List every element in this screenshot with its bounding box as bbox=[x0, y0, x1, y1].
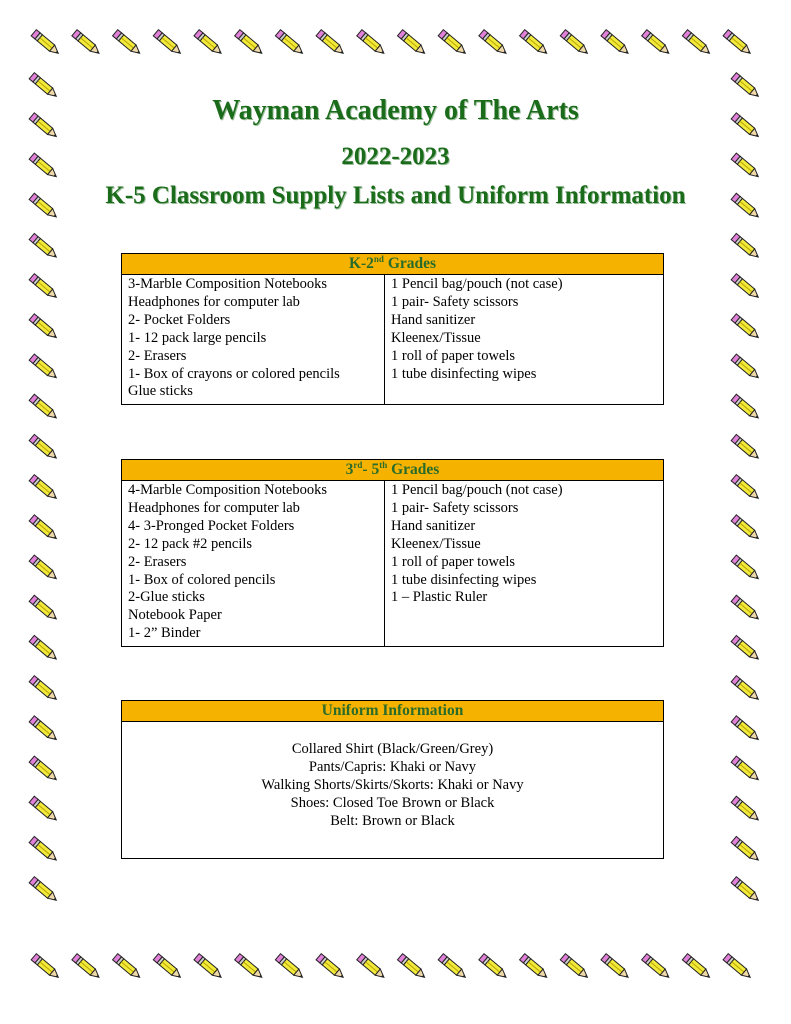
school-year: 2022-2023 bbox=[341, 143, 450, 170]
pencil-icon bbox=[560, 30, 590, 57]
pencil-icon bbox=[153, 30, 183, 57]
pencil-icon bbox=[731, 475, 761, 502]
supply-item: Notebook Paper bbox=[128, 607, 222, 624]
uniform-item: Walking Shorts/Skirts/Skorts: Khaki or Navy bbox=[261, 777, 524, 793]
supply-item: 1 pair- Safety scissors bbox=[391, 499, 519, 516]
supply-item: Glue sticks bbox=[128, 383, 193, 400]
pencil-icon bbox=[682, 954, 712, 981]
pencil-icon bbox=[29, 595, 59, 622]
pencil-icon bbox=[682, 30, 712, 57]
pencil-icon bbox=[29, 756, 59, 783]
g35-supply-table bbox=[121, 459, 664, 647]
pencil-icon bbox=[275, 30, 305, 57]
pencil-icon bbox=[235, 954, 265, 981]
supply-item: 2- Erasers bbox=[128, 553, 187, 570]
supply-item: 2- 12 pack #2 pencils bbox=[128, 535, 253, 552]
uniform-item: Belt: Brown or Black bbox=[330, 813, 455, 829]
uniform-item: Collared Shirt (Black/Green/Grey) bbox=[291, 741, 494, 757]
pencil-icon bbox=[357, 30, 387, 57]
g35-right-column bbox=[385, 481, 664, 647]
supply-item: 1 roll of paper towels bbox=[391, 553, 516, 570]
pencil-icon bbox=[479, 30, 509, 57]
pencil-icon bbox=[194, 30, 224, 57]
supply-item: 4-Marble Composition Notebooks bbox=[128, 482, 327, 498]
pencil-icon bbox=[731, 756, 761, 783]
pencil-icon bbox=[731, 877, 761, 904]
supply-item: 1 tube disinfecting wipes bbox=[391, 365, 537, 382]
pencil-icon bbox=[29, 515, 59, 542]
supply-item: Headphones for computer lab bbox=[128, 499, 300, 516]
pencil-icon bbox=[397, 30, 427, 57]
supply-item: 2-Glue sticks bbox=[128, 589, 205, 606]
pencil-icon bbox=[316, 30, 346, 57]
supply-item: 1- 2” Binder bbox=[128, 625, 201, 642]
supply-item: 1 Pencil bag/pouch (not case) bbox=[391, 482, 563, 498]
k2-supply-table bbox=[121, 253, 664, 405]
pencil-icon bbox=[29, 716, 59, 743]
pencil-icon bbox=[29, 877, 59, 904]
pencil-icon bbox=[731, 515, 761, 542]
pencil-icon bbox=[113, 954, 143, 981]
pencil-icon bbox=[153, 954, 183, 981]
supply-item: 1 – Plastic Ruler bbox=[391, 589, 488, 606]
school-title: Wayman Academy of The Arts bbox=[212, 95, 579, 126]
pencil-icon bbox=[560, 954, 590, 981]
supply-item: 1 Pencil bag/pouch (not case) bbox=[391, 276, 563, 292]
supply-item: Kleenex/Tissue bbox=[391, 535, 481, 552]
pencil-icon bbox=[438, 30, 468, 57]
pencil-icon bbox=[113, 30, 143, 57]
uniform-header: Uniform Information bbox=[122, 701, 663, 722]
pencil-icon bbox=[731, 394, 761, 421]
pencil-icon bbox=[397, 954, 427, 981]
pencil-icon bbox=[235, 30, 265, 57]
pencil-icon bbox=[731, 314, 761, 341]
pencil-icon bbox=[731, 676, 761, 703]
supply-item: Hand sanitizer bbox=[391, 517, 476, 534]
uniform-item: Shoes: Closed Toe Brown or Black bbox=[290, 795, 495, 811]
pencil-icon bbox=[438, 954, 468, 981]
pencil-icon bbox=[29, 796, 59, 823]
pencil-icon bbox=[29, 354, 59, 381]
supply-item: 1 pair- Safety scissors bbox=[391, 293, 519, 310]
g35-table-header: 3rd- 5th Grades bbox=[122, 460, 664, 481]
pencil-icon bbox=[723, 30, 753, 57]
pencil-icon bbox=[29, 676, 59, 703]
pencil-icon bbox=[520, 954, 550, 981]
pencil-icon bbox=[357, 954, 387, 981]
pencil-icon bbox=[31, 954, 61, 981]
pencil-icon bbox=[29, 394, 59, 421]
g35-left-column bbox=[122, 481, 385, 647]
pencil-icon bbox=[731, 796, 761, 823]
uniform-item: Pants/Capris: Khaki or Navy bbox=[308, 759, 477, 775]
pencil-icon bbox=[29, 434, 59, 461]
supply-item: 2- Erasers bbox=[128, 347, 187, 364]
pencil-icon bbox=[29, 635, 59, 662]
supply-item: 3-Marble Composition Notebooks bbox=[128, 276, 327, 292]
pencil-icon bbox=[731, 233, 761, 260]
supply-item: Hand sanitizer bbox=[391, 311, 476, 328]
pencil-icon bbox=[731, 274, 761, 301]
pencil-icon bbox=[29, 233, 59, 260]
k2-table-header: K-2nd Grades bbox=[122, 254, 664, 275]
pencil-icon bbox=[520, 30, 550, 57]
supply-item: Headphones for computer lab bbox=[128, 293, 300, 310]
supply-item: 2- Pocket Folders bbox=[128, 311, 231, 328]
pencil-icon bbox=[316, 954, 346, 981]
pencil-icon bbox=[731, 595, 761, 622]
pencil-icon bbox=[31, 30, 61, 57]
supply-item: 1 tube disinfecting wipes bbox=[391, 571, 537, 588]
supply-item: 4- 3-Pronged Pocket Folders bbox=[128, 517, 295, 534]
pencil-icon bbox=[731, 716, 761, 743]
pencil-icon bbox=[601, 30, 631, 57]
pencil-icon bbox=[731, 555, 761, 582]
pencil-icon bbox=[29, 836, 59, 863]
supply-item: 1 roll of paper towels bbox=[391, 347, 516, 364]
k2-right-column bbox=[385, 275, 664, 405]
supply-item: Kleenex/Tissue bbox=[391, 329, 481, 346]
pencil-icon bbox=[642, 30, 672, 57]
pencil-icon bbox=[29, 475, 59, 502]
pencil-icon bbox=[29, 555, 59, 582]
supply-item: 1- Box of colored pencils bbox=[128, 571, 276, 588]
pencil-icon bbox=[72, 30, 102, 57]
pencil-icon bbox=[731, 354, 761, 381]
k2-left-column bbox=[122, 275, 385, 405]
pencil-icon bbox=[642, 954, 672, 981]
pencil-icon bbox=[723, 954, 753, 981]
pencil-icon bbox=[731, 635, 761, 662]
pencil-icon bbox=[72, 954, 102, 981]
pencil-icon bbox=[731, 434, 761, 461]
pencil-icon bbox=[731, 836, 761, 863]
supply-item: 1- Box of crayons or colored pencils bbox=[128, 365, 340, 382]
page-subtitle: K-5 Classroom Supply Lists and Uniform Information bbox=[105, 182, 686, 209]
pencil-icon bbox=[601, 954, 631, 981]
pencil-icon bbox=[29, 274, 59, 301]
pencil-icon bbox=[275, 954, 305, 981]
supply-item: 1- 12 pack large pencils bbox=[128, 329, 267, 346]
uniform-box bbox=[121, 700, 664, 859]
pencil-icon bbox=[29, 314, 59, 341]
pencil-icon bbox=[479, 954, 509, 981]
pencil-icon bbox=[194, 954, 224, 981]
